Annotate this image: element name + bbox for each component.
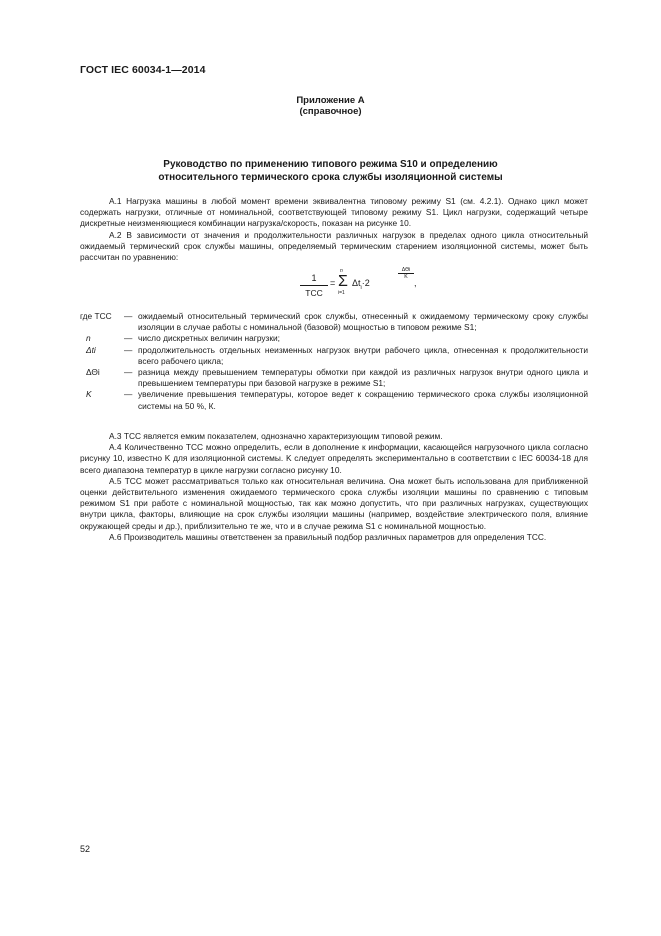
section-title-line-1: Руководство по применению типового режима S10 и определению [163,159,498,170]
paragraph-a1: А.1 Нагрузка машины в любой момент времени эквивалентна типовому режиму S1 (см. 4.2.1). Однако цикл может содержать нагрузки, отличные от номинальной, соответствующей типовому режиму S1. Цикл нагрузки, содержащий четыре дискретные неизменяющиеся комбинации нагрузка/скорость, показан на рисунке 10. [80,196,588,229]
term-delta-t: Δt [352,278,361,288]
term-multiplier: ·2 [361,278,370,288]
definitions-list [80,311,588,412]
definition-dash: — [124,333,133,344]
formula-term [352,278,370,291]
tcc-formula [296,267,417,304]
definition-text: продолжительность отдельных неизменных нагрузок внутри рабочего цикла, отнесенная к продолжительности всего рабочего цикла; [138,344,588,366]
definition-row [80,333,588,344]
paragraph-a2: А.2 В зависимости от значения и продолжительности различных нагрузок в пределах одного цикла относительный ожидаемый термический срок службы машины, определяемый термическим старением изоляционной системы, может быть рассчитан по уравнению: [80,229,588,263]
definition-dash: — [124,344,133,355]
term-subscript: i [360,284,362,291]
definition-text: ожидаемый относительный термический срок службы, отнесенный к ожидаемому термическому сроку службы изоляции в случае работы с номинальной (базовой) мощностью в типовом режиме S1; [138,311,588,333]
standard-header: ГОСТ IEC 60034-1—2014 [80,64,206,76]
paragraph-a6: А.6 Производитель машины ответственен за правильный подбор различных параметров для определения ТСС. [109,531,547,542]
formula-equals: = [330,278,336,288]
definition-symbol: Δti [86,344,96,355]
section-title-line-2: относительного термического срока службы изоляционной системы [158,172,503,183]
definition-symbol: K [86,389,92,400]
fraction-bar [300,285,328,286]
definition-dash: — [124,389,133,400]
paragraph-a5: А.5 ТСС может рассматриваться только как относительная величина. Она может быть использована для приближенной оценки действительного изменения ожидаемого термического срока службы изоляции машины по сравнению с типовым режимом S1 при работе с номинальной мощностью, так как можно допустить, что при различных нагрузках, существующих внутри цикла, факторы, влияющие на срок службы изоляции машины (например, воздействие электрического поля, влияние окружающей среды и др.), приблизительно те же, что и в случае режима S1 с номинальной мощностью. [80,475,588,531]
definition-dash: — [124,311,133,321]
paragraph-a4: А.4 Количественно ТСС можно определить, если в дополнение к информации, касающейся нагрузочного цикла согласно рисунку 10, известно K для изоляционной системы. K следует определять экспериментально в соответствии с IEC 60034-18 для всего диапазона температур в цикле нагрузки согласно рисунку 10. [80,442,588,475]
definition-text: число дискретных величин нагрузки; [138,333,281,344]
sum-lower-limit: i=1 [338,290,345,296]
annex-title: Приложение А [296,95,365,106]
definition-symbol: ΔΘi [86,367,100,378]
definition-text: разница между превышением температуры обмотки при каждой из различных нагрузок внутри одного цикла и превышением температуры при базовой нагрузке в режиме S1; [138,367,588,389]
definition-row [80,311,588,333]
exponent-denominator: K [404,274,408,280]
formula-comma: , [414,278,417,288]
body-block-1 [80,196,588,263]
definition-row [80,345,588,367]
formula-exponent [398,267,414,280]
definition-row [80,389,588,411]
body-block-2 [80,431,588,543]
exponent-numerator: ΔΘi [401,267,411,273]
formula-numerator: 1 [311,273,317,283]
definition-symbol: n [86,333,91,344]
paragraph-a3: А.3 ТСС является емким показателем, однозначно характеризующим типовой режим. [109,431,443,441]
formula-fraction [300,272,328,299]
definition-symbol: где ТСС [80,311,112,321]
page-number: 52 [80,844,91,854]
definition-text: увеличение превышения температуры, которое ведет к сокращению термического срока службы изоляционной системы на 50 %, К. [138,389,588,411]
definition-row [80,367,588,389]
formula-denominator: ТСС [305,288,323,298]
annex-subtitle: (справочное) [299,106,362,117]
sum-upper-limit: n [340,268,343,274]
sum-sigma: Σ [338,273,348,290]
definition-dash: — [124,367,133,378]
